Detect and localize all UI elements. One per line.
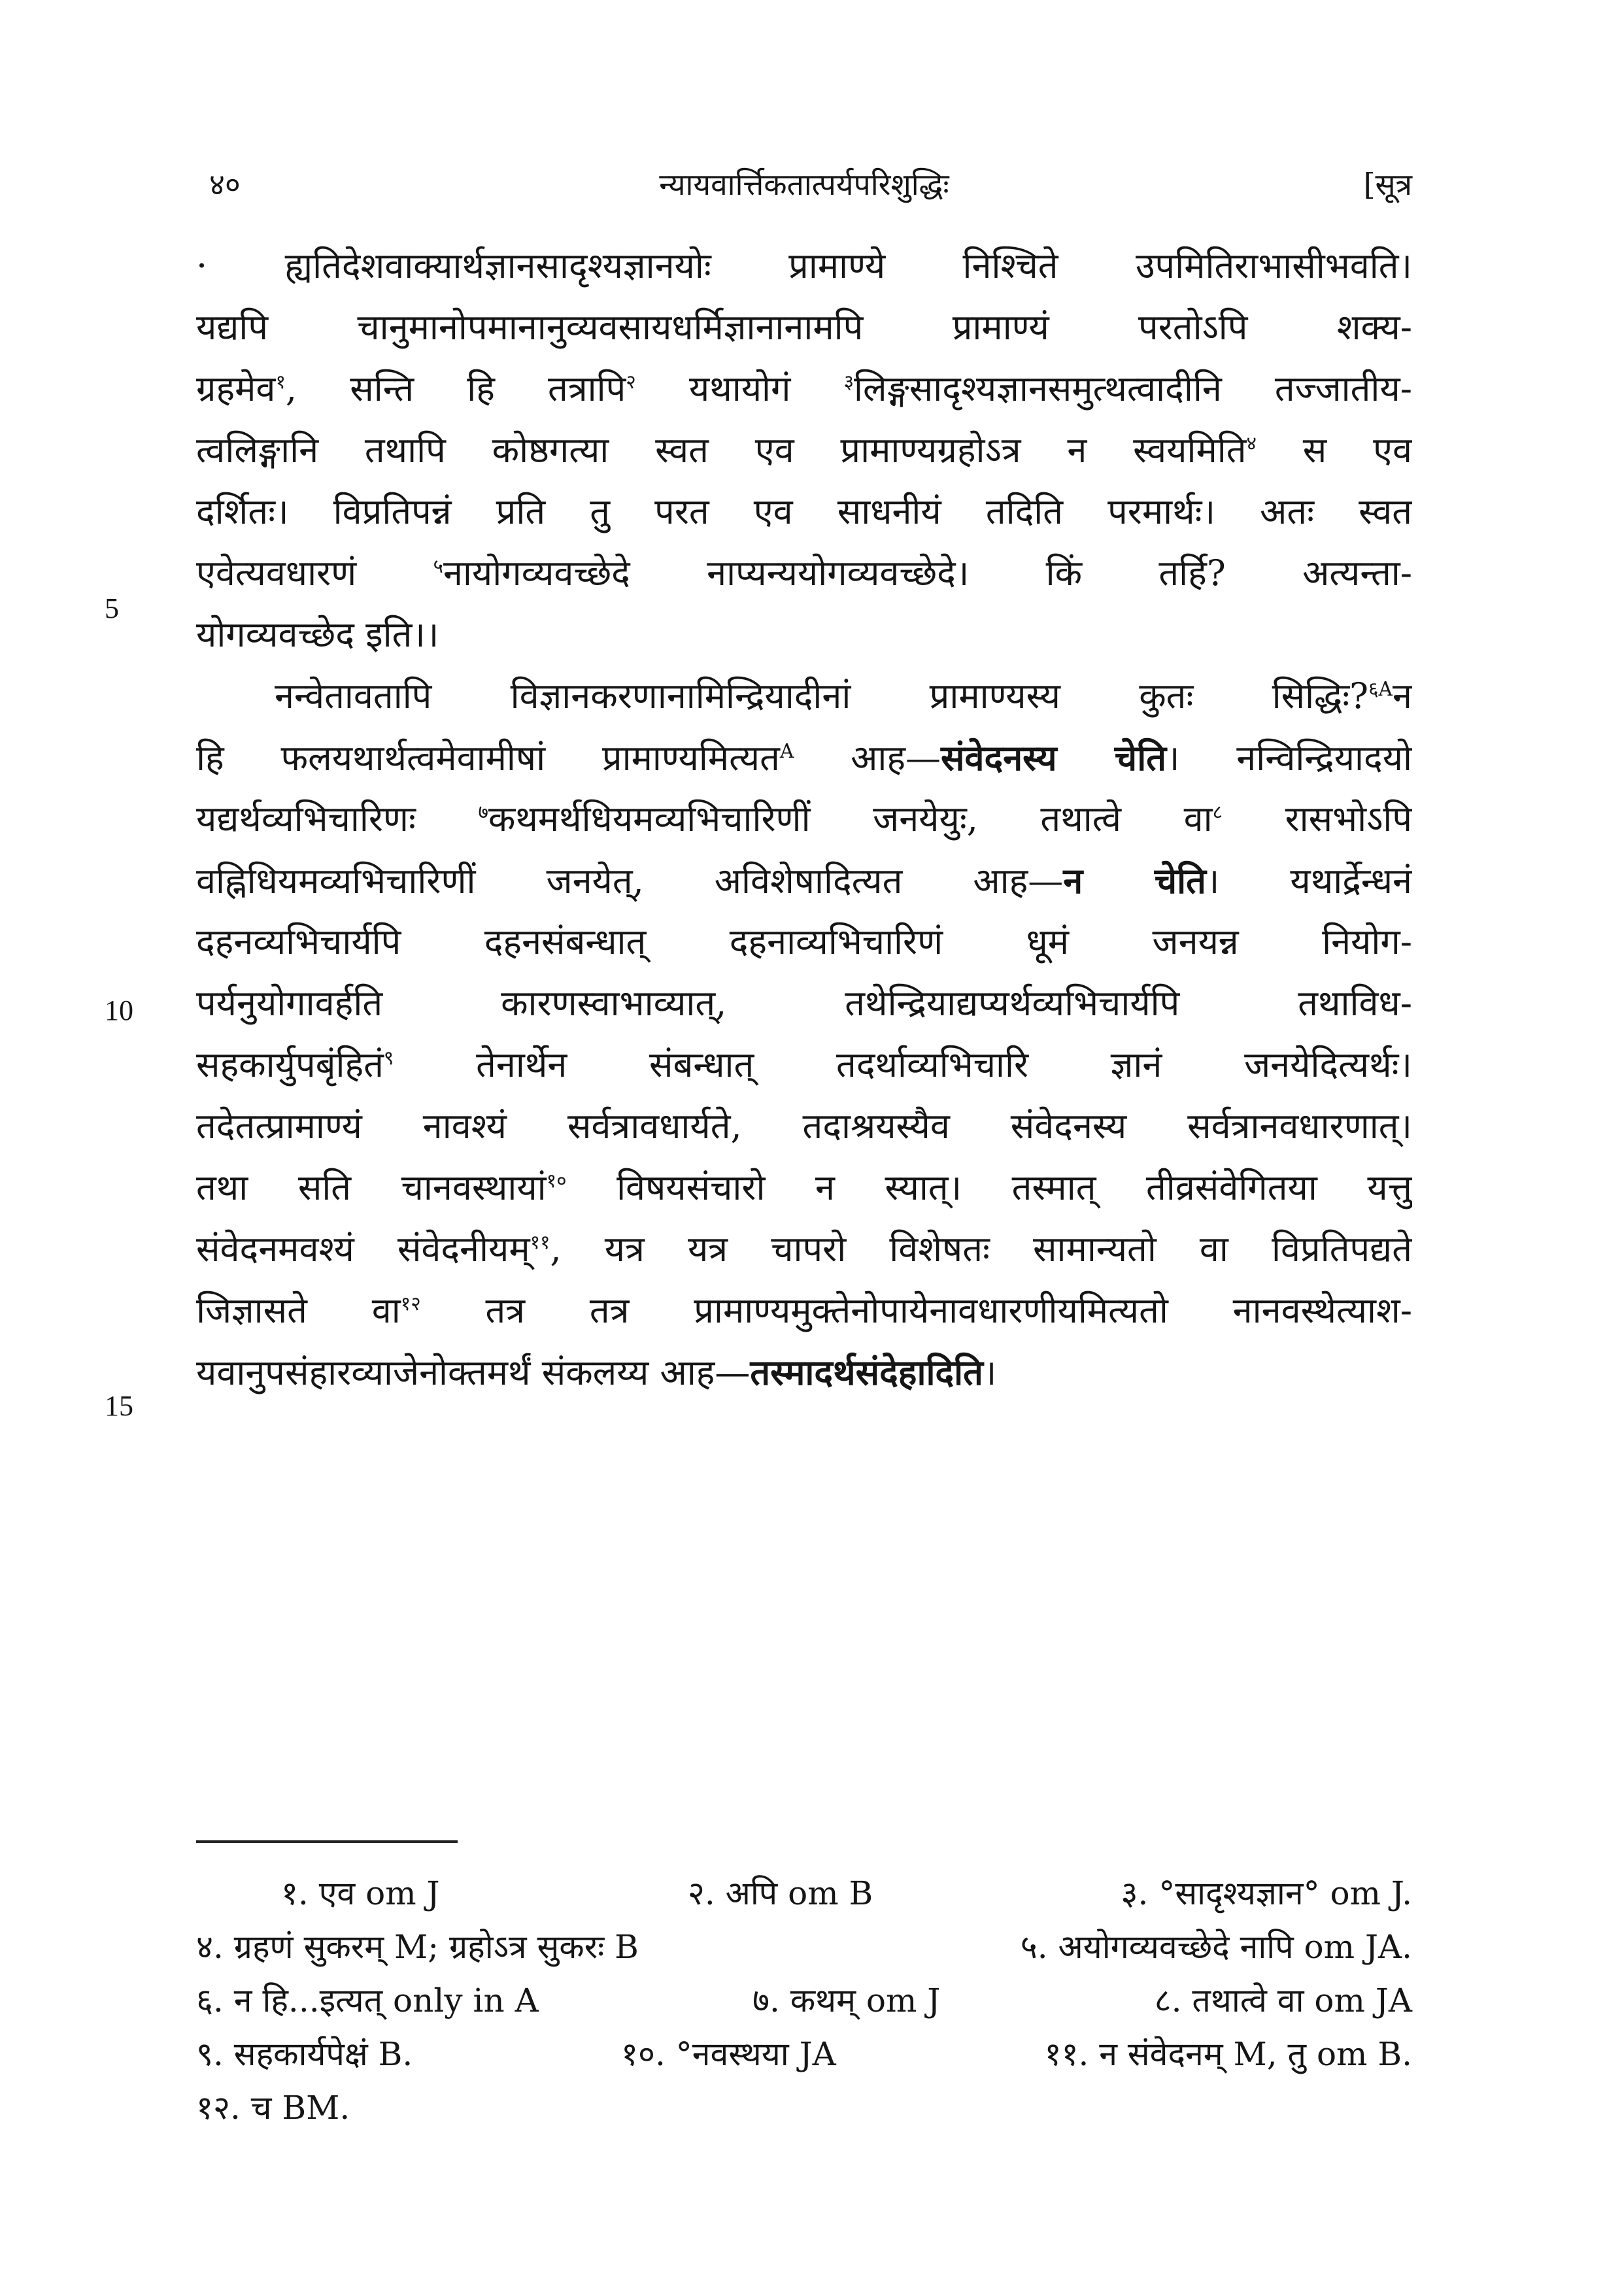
- footnote-ref: २: [626, 371, 636, 394]
- footnote-divider: [196, 1840, 458, 1843]
- text-line: योगव्यवच्छेद इति।।: [196, 614, 439, 655]
- footnote-ref: १२: [400, 1292, 421, 1315]
- footnote: ११. न संवेदनम् M, तु om B.: [1044, 2035, 1412, 2073]
- pratika-quote: न चेति: [1063, 860, 1206, 902]
- footnote-ref: ७: [478, 801, 488, 824]
- text-line: सहकार्युपबृंहितं$^९$ तेनार्थेन संबन्धात् तदर्थाव्यभिचारि ज्ञानं जनयेदित्यर्थः।: [196, 1044, 1412, 1085]
- footnote: ४. ग्रहणं सुकरम् M; ग्रहोऽत्र सुकरः B: [196, 1928, 639, 1966]
- text-line: ग्रहमेव$^१$, सन्ति हि तत्रापि$^२$ यथायोगं $^३$लिङ्गसादृश्यज्ञानसमुत्थत्वादीनि तज्जातीय-: [196, 368, 1412, 409]
- section-label: [सूत्र: [1363, 167, 1412, 202]
- running-title: न्यायवार्त्तिकतात्पर्यपरिशुद्धिः: [659, 167, 949, 202]
- footnote-ref: १०: [546, 1170, 567, 1192]
- text-line: दहनव्यभिचार्यपि दहनसंबन्धात् दहनाव्यभिचारिणं धूमं जनयन्न नियोग-: [196, 921, 1412, 962]
- text-line: संवेदनमवश्यं संवेदनीयम्$^{११}$, यत्र यत्र चापरो विशेषतः सामान्यतो वा विप्रतिपद्यते: [196, 1228, 1412, 1270]
- footnote: ९. सहकार्यपेक्षं B.: [196, 2035, 413, 2073]
- footnote-ref: ५: [433, 555, 443, 578]
- text-line: त्वलिङ्गानि तथापि कोष्ठगत्या स्वत एव प्रामाण्यग्रहोऽत्र न स्वयमिति$^४$ स एव: [196, 430, 1412, 471]
- text-line: · ह्यतिदेशवाक्यार्थज्ञानसादृश्यज्ञानयोः प्रामाण्ये निश्चिते उपमितिराभासीभवति।: [196, 245, 1412, 286]
- footnote-ref: A: [779, 740, 794, 763]
- footnote-ref: ८: [1212, 801, 1223, 824]
- footnote: ६. न हि...इत्यत् only in A: [196, 1982, 539, 2019]
- footnote: ७. कथम् om J: [752, 1982, 941, 2019]
- footnote-ref: ९: [383, 1047, 394, 1070]
- line-number-5: 5: [105, 592, 119, 624]
- footnote: ५. अयोगव्यवच्छेदे नापि om JA.: [1020, 1928, 1412, 1966]
- footnote-row: [196, 2081, 1412, 2135]
- footnote-row: [196, 1974, 1412, 2027]
- footnote: १२. च BM.: [196, 2089, 350, 2127]
- footnote-row: [196, 1920, 1412, 1974]
- text-line: नन्वेतावतापि विज्ञानकरणानामिन्द्रियादीनां प्रामाण्यस्य कुतः सिद्धिः?$^{६A}$न: [275, 675, 1412, 717]
- footnote-ref: ४: [1246, 432, 1257, 455]
- text-line: तथा सति चानवस्थायां$^{१०}$ विषयसंचारो न स्यात्। तस्मात् तीव्रसंवेगितया यत्तु: [196, 1167, 1412, 1208]
- footnote: ३. °सादृश्यज्ञान° om J.: [1121, 1874, 1412, 1912]
- footnote-ref: १: [275, 371, 286, 394]
- footnote: १. एव om J: [281, 1874, 440, 1912]
- main-text: [196, 235, 1412, 1403]
- text-line: पर्यनुयोगावर्हति कारणस्वाभाव्यात्, तथेन्द्रियाद्यप्यर्थव्यभिचार्यपि तथाविध-: [196, 983, 1412, 1024]
- text-line: तदेतत्प्रामाण्यं नावश्यं सर्वत्रावधार्यते, तदाश्रयस्यैव संवेदनस्य सर्वत्रानवधारणात्।: [196, 1106, 1412, 1147]
- footnote-row: [196, 2027, 1412, 2081]
- line-number-15: 15: [105, 1390, 133, 1422]
- page-header: [196, 163, 1412, 209]
- footnote: ८. तथात्वे वा om JA: [1154, 1982, 1412, 2019]
- line-number-10: 10: [105, 994, 133, 1026]
- footnote-ref: ११: [530, 1231, 550, 1254]
- page-number: ४०: [209, 167, 241, 202]
- text-line: यद्यर्थव्यभिचारिणः $^७$कथमर्थधियमव्यभिचारिणीं जनयेयुः, तथात्वे वा$^८$ रासभोऽपि: [196, 798, 1412, 839]
- footnote-ref: ३: [843, 371, 854, 394]
- pratika-quote: तस्मादर्थसंदेहादिति: [750, 1351, 983, 1393]
- footnote: १०. °नवस्थया JA: [621, 2035, 836, 2073]
- footnote: २. अपि om B: [687, 1874, 873, 1912]
- pratika-quote: संवेदनस्य चेति: [941, 737, 1166, 779]
- text-line: जिज्ञासते वा$^{१२}$ तत्र तत्र प्रामाण्यमुक्तेनोपायेनावधारणीयमित्यतो नानवस्थेत्याश-: [196, 1290, 1412, 1331]
- text-line: यद्यपि चानुमानोपमानानुव्यवसायधर्मिज्ञानानामपि प्रामाण्यं परतोऽपि शक्य-: [196, 307, 1412, 348]
- footnote-row: [196, 1866, 1412, 1920]
- footnote-ref: ६A: [1368, 678, 1393, 701]
- text-line: दर्शितः। विप्रतिपन्नं प्रति तु परत एव साधनीयं तदिति परमार्थः। अतः स्वत: [196, 491, 1412, 532]
- text-line: एवेत्यवधारणं $^५$नायोगव्यवच्छेदे नाप्यन्ययोगव्यवच्छेदे। किं तर्हि? अत्यन्ता-: [196, 552, 1412, 594]
- footnotes: [196, 1866, 1412, 2135]
- text-line: वह्निधियमव्यभिचारिणीं जनयेत्, अविशेषादित्यत आह—न चेति। यथार्द्रेन्धनं: [196, 860, 1412, 902]
- text-line: हि फलयथार्थत्वमेवामीषां प्रामाण्यमित्यत$^A$ आह—संवेदनस्य चेति। नन्विन्द्रियादयो: [196, 737, 1412, 779]
- text-line: यवानुपसंहारव्याजेनोक्तमर्थं संकलय्य आह—तस्मादर्थसंदेहादिति।: [196, 1351, 997, 1393]
